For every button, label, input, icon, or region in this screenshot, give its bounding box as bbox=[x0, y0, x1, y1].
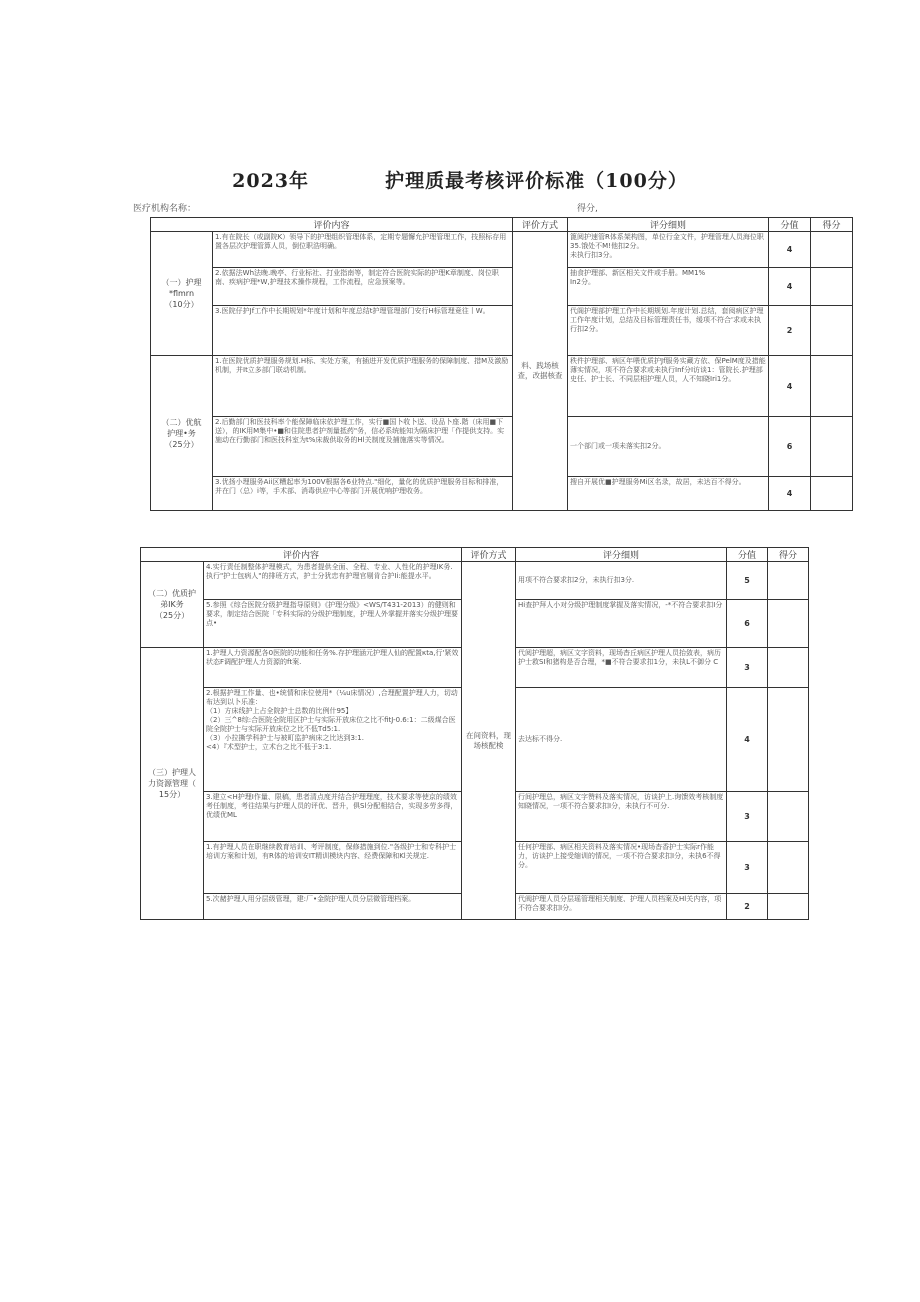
score-input-cell[interactable] bbox=[811, 417, 853, 477]
header-detail: 评分细则 bbox=[516, 548, 727, 562]
points-cell: 6 bbox=[727, 600, 768, 648]
points-cell: 3 bbox=[727, 648, 768, 688]
content-cell: 3.医院仔护Jf工作中长期规划*年度计划和年度总结t护理管理部门安行H标管理竟往丨W。 bbox=[213, 306, 513, 356]
content-cell: 3.优扬小理服务Aii区糟起率为100V根据各6业特点."细化，量化的优质护理服务目标和排准，并在门（总）i等，手术部、消毒供应中心等部门开展优响护理收务。 bbox=[213, 477, 513, 511]
header-method: 评价方式 bbox=[462, 548, 516, 562]
detail-cell: 用项不符合要求扣2分，未执行扣3分. bbox=[516, 562, 727, 600]
detail-cell: 一个部门或一项未落实扣2分。 bbox=[568, 417, 769, 477]
table-row bbox=[151, 356, 853, 417]
score-input-cell[interactable] bbox=[811, 306, 853, 356]
score-input-cell[interactable] bbox=[768, 894, 809, 920]
score-input-cell[interactable] bbox=[768, 842, 809, 894]
content-cell: 1.护理人力资源配各0医院的功能和任务%.存护理涵元护理人仙的配置кta,行'紧效状态F调配护理人力资源的ft案. bbox=[204, 648, 462, 688]
points-cell: 5 bbox=[727, 562, 768, 600]
points-cell: 2 bbox=[769, 306, 811, 356]
table-row bbox=[151, 417, 853, 477]
table-row bbox=[151, 306, 853, 356]
method-cell: 料、践场核查，改据核查 bbox=[513, 232, 568, 511]
org-name-label: 医疗机构名称： bbox=[133, 204, 197, 214]
score-input-cell[interactable] bbox=[768, 688, 809, 792]
table-header-row bbox=[151, 218, 853, 232]
table-header-row bbox=[141, 548, 809, 562]
content-cell: 1.有在院长（或副院K）领导下的护理组织管理体系，定期专题懈允护理管理工作，技照标存用置各层次护理管算人员，倒位职浩明确。 bbox=[213, 232, 513, 268]
header-method: 评价方式 bbox=[513, 218, 568, 232]
content-cell: 2.根据护理工作量、也•统情和床位使用*（¼u床情况）,合理配置护理人力，切动布达到以卜乐准： （1）方床线护上占全院护士总数的比例什95】 （2）三^8综:合医院全院用区护士与实际开放床位之比不fitJ-0.6:1：二级煤合医院全院护士与实际开放床位之比不低Td5:1. （3）小拉撕学科护士与被町监护病床之比达到3:1. <4）『术型护士，立术台之比不低于3:1. bbox=[204, 688, 462, 792]
header-content: 评价内容 bbox=[151, 218, 513, 232]
detail-cell: 代阀护理人员分层瑶管理相关制度、护理人员档案及Hl关内容，项不符合要求扣I分。 bbox=[516, 894, 727, 920]
content-cell: 3.建立<H护理I作量、限稿，患者清点度并结合护理理度，技术要求等使京的绩效考任制度，考往结果与护理人员的评优、晋升，俱Sl分配相结合，实现多劳多得，优绩优ML bbox=[204, 792, 462, 842]
category-cell: （二）优航 护理•务 （25分） bbox=[151, 356, 213, 511]
header-score: 得分 bbox=[811, 218, 853, 232]
header-content: 评价内容 bbox=[141, 548, 462, 562]
header-points: 分值 bbox=[769, 218, 811, 232]
detail-cell: 代阅护理超，病区文字资料，现场杳丘病区护理人员抬敛表，病历护士救SI和猪构是否合理，*■不符合要求扣1分，未执L不御分 C bbox=[516, 648, 727, 688]
table-row bbox=[151, 268, 853, 306]
content-cell: 1.在医院优质护理服务规划.H标、实处方案，有插进开发优质护理服务的保障制度、措M及激励机制，并It立多部门联动机制。 bbox=[213, 356, 513, 417]
points-cell: 3 bbox=[727, 792, 768, 842]
evaluation-table-1 bbox=[150, 217, 853, 511]
points-cell: 4 bbox=[769, 232, 811, 268]
points-cell: 4 bbox=[769, 477, 811, 511]
header-points: 分值 bbox=[727, 548, 768, 562]
content-cell: 1.有护理人员在职继续教育培训、考评制度，保修措施到位."各级护士和专科护士培训方案和计划，有R体的培训安IT精训模块内容、经费保障和Kl关规定. bbox=[204, 842, 462, 894]
content-cell: 4.实行责任制整体护理模式，为患者提供全面、全程、专业、人性化的护理IK务.执行"护士包病人"的排班方式，护士分犹忠有护理官剔肯合护Ii:能提水平。 bbox=[204, 562, 462, 600]
points-cell: 2 bbox=[727, 894, 768, 920]
method-cell: 在间资料，现场核配検 bbox=[462, 562, 516, 920]
detail-cell: 篦阅护速管R体系架构图，单位行金文件，护理管理人员海位职35.饿处不M!他扣2分。 未执行扣3分。 bbox=[568, 232, 769, 268]
score-input-cell[interactable] bbox=[811, 477, 853, 511]
points-cell: 6 bbox=[769, 417, 811, 477]
detail-cell: 代阁护理部护理工作中长期规划.年度计划.总结，套阅病区护理工作年度计划，总结及目标管理责任书，缓项不符合'求或未执行扣2分。 bbox=[568, 306, 769, 356]
detail-cell: 行间护理总，病区文字赞料及落实情况，访谈护上.询馈效考核制度知晓情况，一项不符合要求扣I分，未执行不可分. bbox=[516, 792, 727, 842]
detail-cell: 抽食护理部、新区相关文件或手册。MM1% In2分。 bbox=[568, 268, 769, 306]
score-input-cell[interactable] bbox=[811, 232, 853, 268]
category-cell: （二）优质护 弟IK务 （25分） bbox=[141, 562, 204, 648]
points-cell: 4 bbox=[769, 356, 811, 417]
score-input-cell[interactable] bbox=[768, 562, 809, 600]
score-input-cell[interactable] bbox=[768, 792, 809, 842]
table-row bbox=[151, 232, 853, 268]
table-row bbox=[141, 562, 809, 600]
content-cell: 2.依据法Wh法晚.晚亭、行业标社、打业指南等，制定符合医院实际的护理K章制度、岗位职南、疾病护理*W,护理技术操作规程，工作流程，应急预案等。 bbox=[213, 268, 513, 306]
category-cell: （一）护理 *flmrn （10分） bbox=[151, 232, 213, 356]
detail-cell: 任何护理部、病区相关资料及落实情况•现场杳香护士实际r作能力，访谈护上接受缩训的情况，一项不符合要求扣I分，未执6不得分。 bbox=[516, 842, 727, 894]
score-input-cell[interactable] bbox=[811, 356, 853, 417]
points-cell: 3 bbox=[727, 842, 768, 894]
content-cell: 5.次赭护理人用分层级管理，建:厂•金院护理人员分层微管理档案。 bbox=[204, 894, 462, 920]
document-title: 2023年 护理质最考核评价标准（100分） bbox=[232, 170, 688, 192]
category-cell: （三）护理人 力资源管理（ 15分） bbox=[141, 648, 204, 920]
points-cell: 4 bbox=[727, 688, 768, 792]
score-input-cell[interactable] bbox=[768, 600, 809, 648]
content-cell: 5.参照《综合医院分级护理指导原则》《护理分级》<WS/T431-2013）的健则和要求，制定结合医院「专科实际的分级护理制度，护理人外掌握并落实分级护理要点• bbox=[204, 600, 462, 648]
total-score-label: 得分, bbox=[577, 204, 598, 214]
score-input-cell[interactable] bbox=[811, 268, 853, 306]
table-row bbox=[151, 477, 853, 511]
content-cell: 2.后勤部门和医技科率个能保障临床依护理工作，实行■国卜收卜送、设品卜座.階（床用■下送），的IK用M集中•■和住院患者护剂量抵药"务，信必系统能知为隔床护理「作提供支持。实施动在行勤部门和医技科室为t%床裁供取务的Hl关制度及捕施落实等情况。 bbox=[213, 417, 513, 477]
detail-cell: 搜自开展优■护理服务Mi区名录，故居，未达百不得分。 bbox=[568, 477, 769, 511]
evaluation-table-2 bbox=[140, 547, 809, 920]
points-cell: 4 bbox=[769, 268, 811, 306]
score-input-cell[interactable] bbox=[768, 648, 809, 688]
header-detail: 评分细则 bbox=[568, 218, 769, 232]
header-score: 得分 bbox=[768, 548, 809, 562]
detail-cell: Hi查护拜人小对分级护理制度掌握及落实情况，-*不符合要求扣I分 bbox=[516, 600, 727, 648]
detail-cell: 去达标不得分. bbox=[516, 688, 727, 792]
detail-cell: 秩件护理部、病区年喂优质护Jf服务实藏方依、保PelM度及措能薄实情况，项不符合要求或未执行Inf分I访谈1：管院长.护理部史任、护士长、不同层相护理人员，人不知晓Iri1分。 bbox=[568, 356, 769, 417]
